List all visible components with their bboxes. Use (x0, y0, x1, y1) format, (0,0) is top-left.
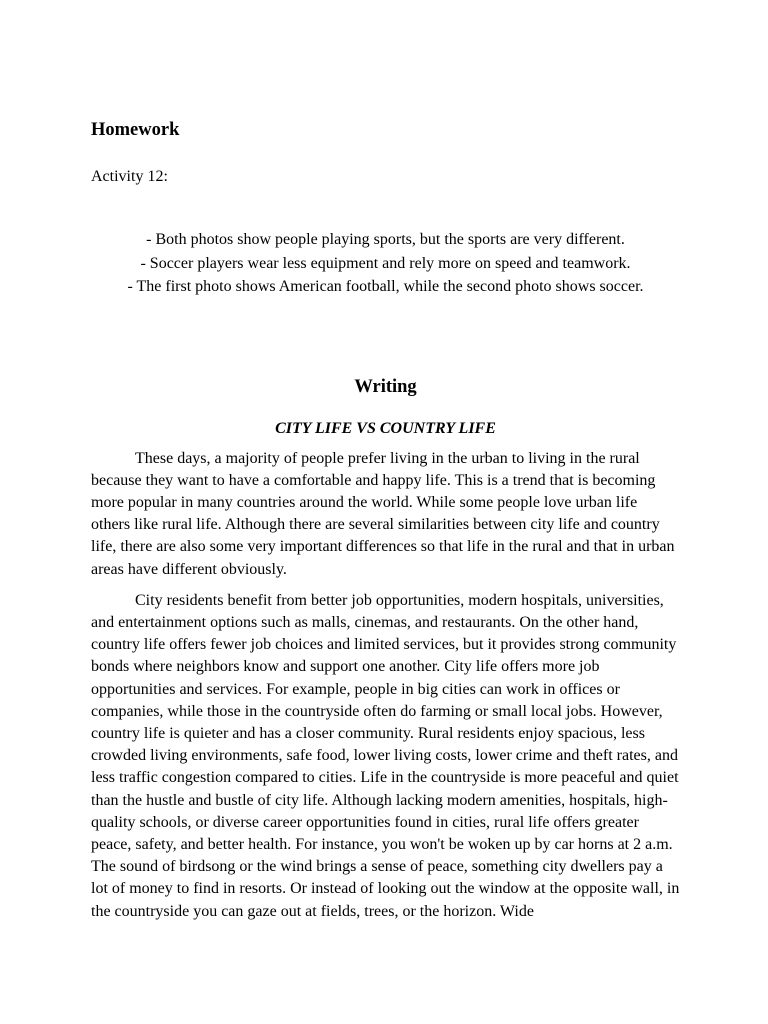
bullet-item: - The first photo shows American football, while the second photo shows soccer. (127, 278, 644, 295)
writing-heading: Writing (354, 376, 417, 397)
essay-paragraph-1: These days, a majority of people prefer living in the urban to living in the rural because they want to have a comfortable and happy life. This is a trend that is becoming more popular in many countries around the world. While some people love urban life others like rural life. Although there are several similarities between city life and country life, there are also some very important differences so that life in the rural and that in urban areas have different obviously. (91, 449, 675, 578)
homework-heading: Homework (91, 120, 180, 140)
bullet-item: - Both photos show people playing sports, but the sports are very different. (146, 231, 625, 248)
essay-title: CITY LIFE VS COUNTRY LIFE (275, 419, 496, 437)
bullet-item: - Soccer players wear less equipment and rely more on speed and teamwork. (140, 254, 631, 272)
essay-paragraph-2: City residents benefit from better job opportunities, modern hospitals, universities, and entertainment options such as malls, cinemas, and restaurants. On the other hand, country life offers fewer job choices and limited services, but it provides strong community bonds where neighbors know and support one another. City life offers more job opportunities and services. For example, people in big cities can work in offices or companies, while those in the countryside often do farming or small local jobs. However, country life is quieter and has a closer community. Rural residents enjoy spacious, less crowded living environments, safe food, lower living costs, lower crime and theft rates, and less traffic congestion compared to cities. Life in the countryside is more peaceful and quiet than the hustle and bustle of city life. Although lacking modern amenities, hospitals, high-quality schools, or diverse career opportunities found in cities, rural life offers greater peace, safety, and better health. For instance, you won't be woken up by car horns at 2 a.m. The sound of birdsong or the wind brings a sense of peace, something city dwellers pay a lot of money to find in resorts. Or instead of looking out the window at the opposite wall, in the countryside you can gaze out at fields, trees, or the horizon. Wide (91, 591, 680, 920)
activity-label: Activity 12: (91, 168, 168, 185)
document-content (91, 117, 680, 923)
bullet-list (91, 228, 680, 299)
